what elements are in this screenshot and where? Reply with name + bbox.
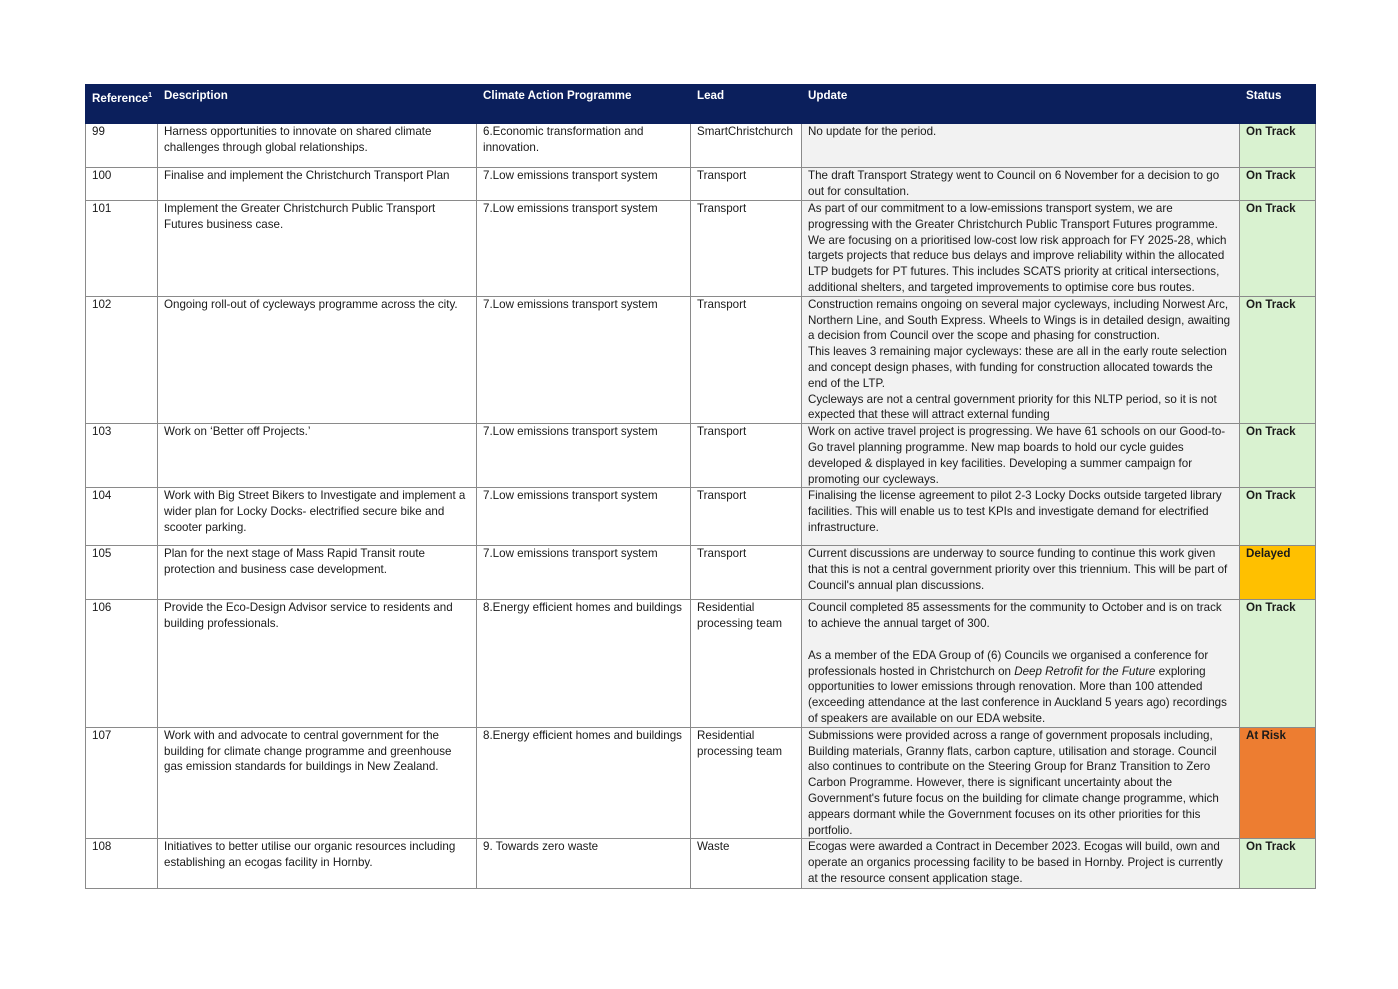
cell-update: No update for the period. [802, 124, 1240, 168]
cell-description: Initiatives to better utilise our organic resources including establishing an ecogas facility in Hornby. [158, 839, 477, 889]
cell-programme: 8.Energy efficient homes and buildings [477, 727, 691, 839]
cell-update: Current discussions are underway to source funding to continue this work given that this is not a central government priority over this triennium. This will be part of Council's annual plan discussions. [802, 546, 1240, 600]
header-programme: Climate Action Programme [477, 85, 691, 124]
update-paragraph: Council completed 85 assessments for the community to October and is on track to achieve the annual target of 300. [808, 601, 1222, 631]
cell-lead: Residential processing team [691, 600, 802, 727]
cell-lead: Residential processing team [691, 727, 802, 839]
table-row [86, 839, 1316, 889]
table-row [86, 201, 1316, 297]
cell-programme: 7.Low emissions transport system [477, 488, 691, 546]
status-badge: On Track [1240, 600, 1316, 727]
cell-reference: 108 [86, 839, 158, 889]
cell-description: Harness opportunities to innovate on shared climate challenges through global relationships. [158, 124, 477, 168]
update-text: As a member of the EDA Group of (6) Councils we organised a conference for professionals hosted in Christchurch on [808, 648, 1209, 678]
cell-programme: 7.Low emissions transport system [477, 424, 691, 488]
header-status: Status [1240, 85, 1316, 124]
table-row [86, 296, 1316, 423]
climate-action-table [85, 84, 1316, 889]
status-badge: On Track [1240, 296, 1316, 423]
table-row [86, 600, 1316, 727]
table-row [86, 546, 1316, 600]
cell-lead: Transport [691, 424, 802, 488]
cell-description: Provide the Eco-Design Advisor service to residents and building professionals. [158, 600, 477, 727]
cell-programme: 6.Economic transformation and innovation. [477, 124, 691, 168]
status-badge: On Track [1240, 124, 1316, 168]
header-lead: Lead [691, 85, 802, 124]
cell-description: Plan for the next stage of Mass Rapid Transit route protection and business case development. [158, 546, 477, 600]
cell-lead: Transport [691, 546, 802, 600]
cell-update: Submissions were provided across a range of government proposals including, Building materials, Granny flats, carbon capture, utilisation and storage. Council also continues to contribute on the Steering Group for Branz Transition to Zero Carbon Programme. However, there is significant uncertainty about the Government's future focus on the building for climate change programme, which appears dormant while the Government focuses on its other priorities for this portfolio. [802, 727, 1240, 839]
table-row [86, 727, 1316, 839]
cell-description: Work with and advocate to central government for the building for climate change programme and greenhouse gas emission standards for buildings in New Zealand. [158, 727, 477, 839]
cell-update [802, 296, 1240, 423]
cell-reference: 103 [86, 424, 158, 488]
cell-description: Implement the Greater Christchurch Public Transport Futures business case. [158, 201, 477, 297]
status-badge: On Track [1240, 201, 1316, 297]
cell-lead: Transport [691, 168, 802, 201]
table-row [86, 124, 1316, 168]
cell-programme: 7.Low emissions transport system [477, 168, 691, 201]
status-badge: On Track [1240, 488, 1316, 546]
cell-update: Work on active travel project is progressing. We have 61 schools on our Good-to-Go travel planning programme. New map boards to hold our cycle guides developed & displayed in key facilities. Developing a summer campaign for promoting our cycleways. [802, 424, 1240, 488]
status-badge: On Track [1240, 839, 1316, 889]
table-row [86, 424, 1316, 488]
cell-reference: 104 [86, 488, 158, 546]
header-reference: Reference$^1$ [86, 85, 158, 124]
cell-update: The draft Transport Strategy went to Council on 6 November for a decision to go out for consultation. [802, 168, 1240, 201]
update-text: exploring opportunities to lower emissions through renovation. More than 100 attended (exceeding attendance at the last conference in Auckland 5 years ago) recordings of speakers are available on our EDA website. [808, 664, 1227, 725]
cell-reference: 106 [86, 600, 158, 727]
cell-programme: 7.Low emissions transport system [477, 201, 691, 297]
cell-lead: Transport [691, 201, 802, 297]
cell-reference: 99 [86, 124, 158, 168]
table-header-row [86, 85, 1316, 124]
paragraph-gap [808, 632, 1233, 648]
update-paragraph: This leaves 3 remaining major cycleways: these are all in the early route selection and concept design phases, with funding for construction allocated towards the end of the LTP. [808, 345, 1227, 390]
cell-lead: SmartChristchurch [691, 124, 802, 168]
event-title: Deep Retrofit for the Future [1014, 664, 1156, 678]
cell-reference: 100 [86, 168, 158, 201]
reference-footnote-marker: 1 [148, 92, 152, 99]
cell-lead: Waste [691, 839, 802, 889]
header-update: Update [802, 85, 1240, 124]
cell-programme: 7.Low emissions transport system [477, 546, 691, 600]
table-row [86, 488, 1316, 546]
cell-reference: 107 [86, 727, 158, 839]
status-badge: At Risk [1240, 727, 1316, 839]
update-paragraph: Cycleways are not a central government priority for this NLTP period, so it is not expected that these will attract external funding [808, 392, 1217, 422]
status-badge: Delayed [1240, 546, 1316, 600]
update-paragraph: Construction remains ongoing on several major cycleways, including Norwest Arc, Northern Line, and South Express. Wheels to Wings is in detailed design, awaiting a decision from Council over the scope and phasing for construction. [808, 297, 1231, 343]
cell-description: Work with Big Street Bikers to Investigate and implement a wider plan for Locky Docks- electrified secure bike and scooter parking. [158, 488, 477, 546]
table-row [86, 168, 1316, 201]
cell-description: Ongoing roll-out of cycleways programme across the city. [158, 296, 477, 423]
cell-lead: Transport [691, 488, 802, 546]
header-description: Description [158, 85, 477, 124]
status-badge: On Track [1240, 168, 1316, 201]
cell-update: Ecogas were awarded a Contract in December 2023. Ecogas will build, own and operate an organics processing facility to be based in Hornby. Project is currently at the resource consent application stage. [802, 839, 1240, 889]
cell-reference: 102 [86, 296, 158, 423]
cell-programme: 8.Energy efficient homes and buildings [477, 600, 691, 727]
cell-description: Work on ‘Better off Projects.’ [158, 424, 477, 488]
cell-programme: 7.Low emissions transport system [477, 296, 691, 423]
cell-reference: 101 [86, 201, 158, 297]
cell-programme: 9. Towards zero waste [477, 839, 691, 889]
cell-update: Finalising the license agreement to pilot 2-3 Locky Docks outside targeted library facilities. This will enable us to test KPIs and investigate demand for electrified infrastructure. [802, 488, 1240, 546]
cell-lead: Transport [691, 296, 802, 423]
cell-update [802, 600, 1240, 727]
cell-update: As part of our commitment to a low-emissions transport system, we are progressing with the Greater Christchurch Public Transport Futures programme. We are focusing on a prioritised low-cost low risk approach for FY 2025-28, which targets projects that reduce bus delays and improve reliability within the allocated LTP budgets for PT futures. This includes SCATS priority at critical intersections, additional shelters, and targeted improvements to optimise core bus routes. [802, 201, 1240, 297]
update-paragraph [808, 648, 1233, 727]
status-badge: On Track [1240, 424, 1316, 488]
cell-reference: 105 [86, 546, 158, 600]
cell-description: Finalise and implement the Christchurch Transport Plan [158, 168, 477, 201]
